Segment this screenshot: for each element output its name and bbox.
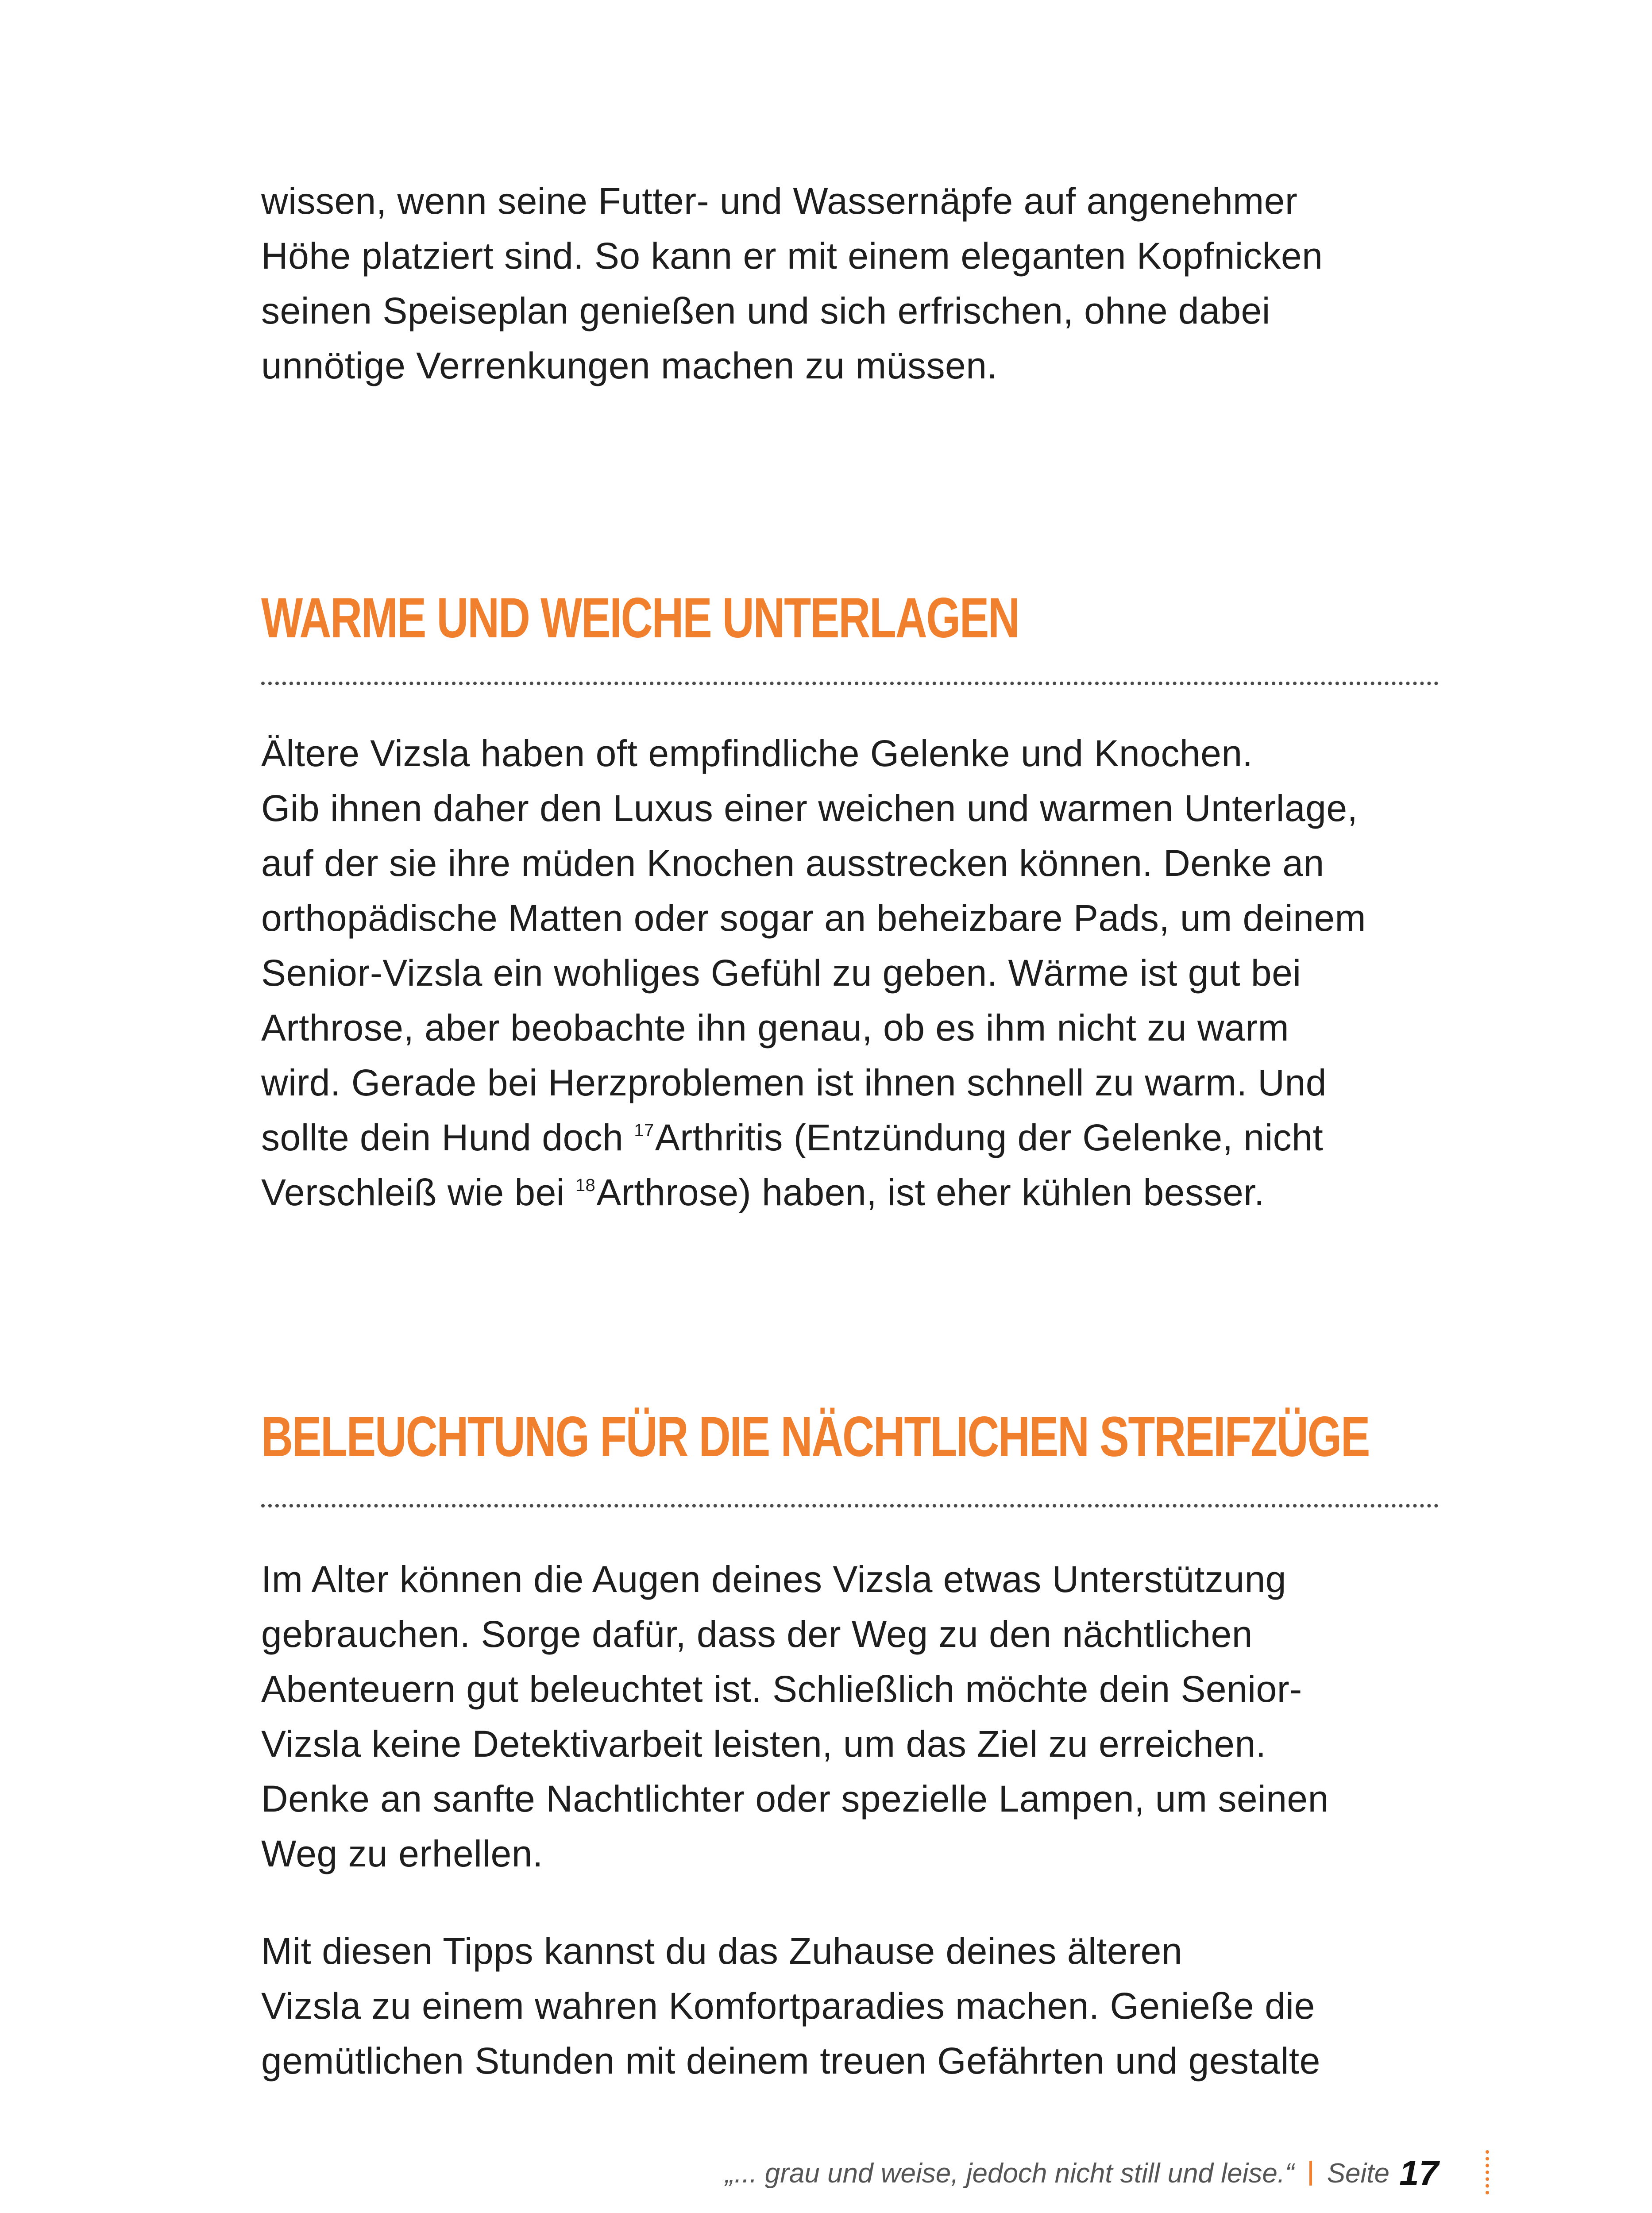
- page-number: 17: [1399, 2153, 1439, 2193]
- footnote-marker-17: 17: [634, 1121, 654, 1140]
- section-2-body: [261, 1552, 1439, 1881]
- footer-quote: „... grau und weise, jedoch nicht still und leise.“: [725, 2158, 1294, 2189]
- section-heading-unterlagen: WARME UND WEICHE UNTERLAGEN: [261, 586, 1019, 650]
- paragraph-text-part-c: Arthrose) haben, ist eher kühlen besser.: [596, 1172, 1265, 1213]
- section-heading-beleuchtung: BELEUCHTUNG FÜR DIE NÄCHTLICHEN STREIFZÜGE: [261, 1405, 1370, 1469]
- section-2-paragraph-2: Mit diesen Tipps kannst du das Zuhause deines älteren Vizsla zu einem wahren Komfortparadies machen. Genieße die gemütlichen Stunden mit deinem treuen Gefährten und gestalte: [261, 1930, 1320, 2082]
- footnote-marker-18: 18: [575, 1176, 596, 1195]
- section-1-body: [261, 726, 1439, 1220]
- paragraph-text-part-a: Ältere Vizsla haben oft empfindliche Gelenke und Knochen. Gib ihnen daher den Luxus einer weichen und warmen Unterlage, auf der sie ihre müden Knochen ausstrecken können. Denke an orthopädische Matten oder sogar an beheizbare Pads, um deinem Senior-Vizsla ein wohliges Gefühl zu geben. Wärme ist gut bei Arthrose, aber beobachte ihn genau, ob es ihm nicht zu warm wird. Gerade bei Herzproblemen ist ihnen schnell zu warm. Und sollte dein Hund doch: [261, 733, 1366, 1158]
- intro-paragraph: wissen, wenn seine Futter- und Wassernäpfe auf angenehmer Höhe platziert sind. So kann er mit einem eleganten Kopfnicken seinen Speiseplan genießen und sich erfrischen, ohne dabei unnötige Verrenkungen machen zu müssen.: [261, 180, 1323, 386]
- page-label: Seite: [1327, 2158, 1390, 2189]
- section-2-body-continued: [261, 1924, 1439, 2088]
- dotted-page-edge-marker: [1486, 2150, 1489, 2194]
- footer-separator: [1309, 2161, 1312, 2186]
- section-2-heading-block: [261, 1404, 1439, 1470]
- dotted-divider-1: [261, 682, 1439, 685]
- dotted-divider-2: [261, 1504, 1439, 1507]
- paragraph-text-part-b: Arthritis (Entzündung der Gelenke, nicht Verschleiß wie bei: [261, 1117, 1324, 1213]
- page-footer: [725, 2151, 1439, 2195]
- intro-paragraph-block: [261, 173, 1439, 393]
- section-2-paragraph-1: Im Alter können die Augen deines Vizsla etwas Unterstützung gebrauchen. Sorge dafür, dass der Weg zu den nächtlichen Abenteuern gut beleuchtet ist. Schließlich möchte dein Senior- Vizsla keine Detektivarbeit leisten, um das Ziel zu erreichen. Denke an sanfte Nachtlichter oder spezielle Lampen, um seinen Weg zu erhellen.: [261, 1558, 1329, 1874]
- section-1-paragraph: [261, 726, 1439, 1220]
- section-1-heading-block: [261, 585, 1439, 652]
